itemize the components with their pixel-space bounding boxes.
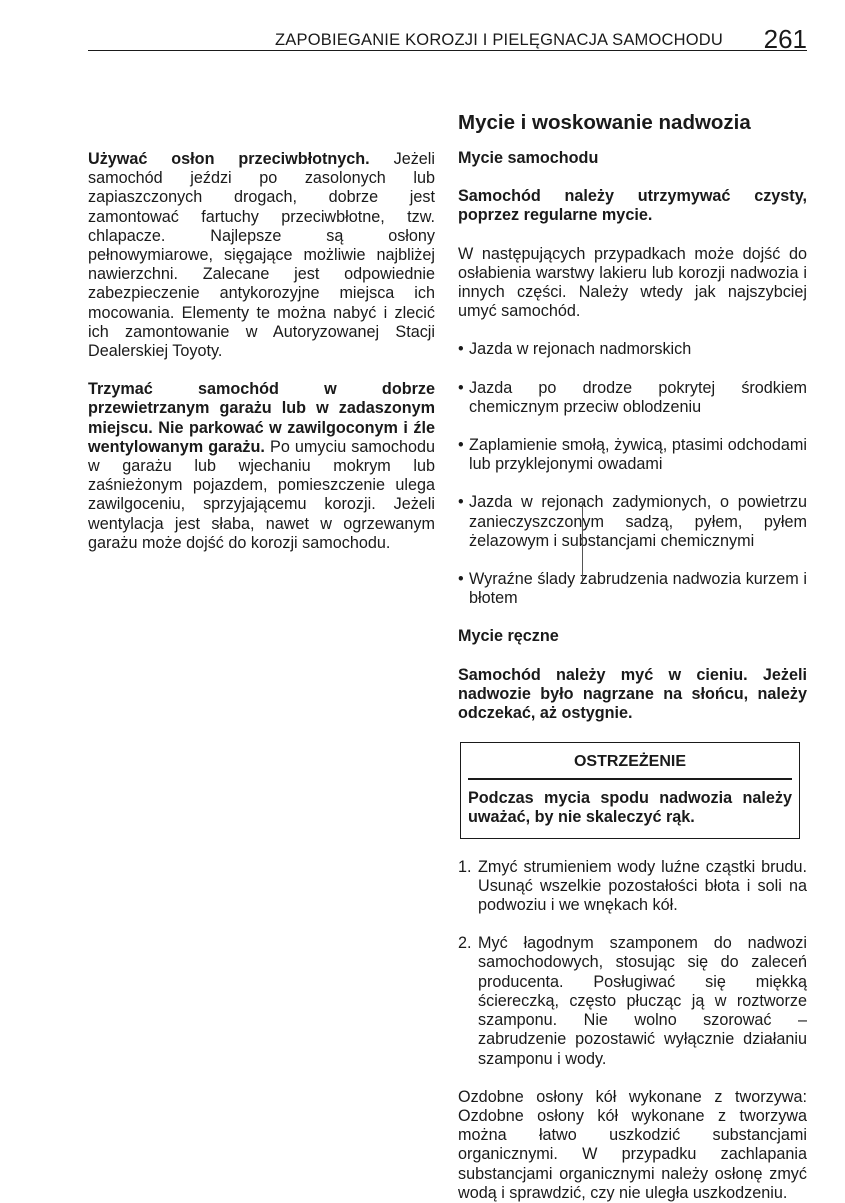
wheel-covers-paragraph: Ozdobne osłony kół wykonane z tworzywa: Ozdobne osłony kół wykonane z tworzywa można łatwo uszkodzić substancjami organicznymi. W przypadku zachlapania substancjami organicznymi należy osłonę zmyć wodą i sprawdzić, czy nie uległa uszkodzeniu. xyxy=(458,1087,807,1202)
running-header: ZAPOBIEGANIE KOROZJI I PIELĘGNACJA SAMOCHODU xyxy=(275,31,723,49)
warning-box xyxy=(460,742,800,838)
section-title: Mycie i woskowanie nadwozia xyxy=(458,111,751,134)
subheading-washing: Mycie samochodu xyxy=(458,149,599,167)
step-number: 2. xyxy=(458,934,472,953)
bullet-icon: • xyxy=(458,436,464,455)
step-text: Myć łagodnym szamponem do nadwozi samochodowych, stosując się do zaleceń producenta. Posługiwać się miękką ściereczką, często płucząc ją w roztworze szamponu. Nie wolno szorować – zabrudzenie pozostawić wyłącznie działaniu szamponu i wody. xyxy=(478,934,807,1068)
list-item: • Wyraźne ślady zabrudzenia nadwozia kurzem i błotem xyxy=(458,570,807,608)
bullet-icon: • xyxy=(458,493,464,512)
step-item xyxy=(458,858,807,916)
paragraph-garage xyxy=(88,380,435,553)
warning-text: Podczas mycia spodu nadwozia należy uważać, by nie skaleczyć rąk. xyxy=(468,789,792,827)
left-column xyxy=(88,150,435,553)
page-number: 261 xyxy=(763,24,807,54)
warning-title: OSTRZEŻENIE xyxy=(573,753,686,771)
header-rule xyxy=(88,50,807,51)
warning-divider xyxy=(468,778,792,780)
bullet-icon: • xyxy=(458,378,464,397)
list-item: • Zaplamienie smołą, żywicą, ptasimi odchodami lub przyklejonymi owadami xyxy=(458,436,807,474)
bullet-icon: • xyxy=(458,340,464,359)
list-item: • Jazda po drodze pokrytej środkiem chemicznym przeciw oblodzeniu xyxy=(458,378,807,416)
lead-wash-in-shade: Samochód należy myć w cieniu. Jeżeli nadwozie było nagrzane na słońcu, należy odczekać, aż ostygnie. xyxy=(458,665,807,723)
step-item xyxy=(458,934,807,1068)
paragraph-mudguards xyxy=(88,150,435,361)
lead-keep-clean: Samochód należy utrzymywać czysty, poprzez regularne mycie. xyxy=(458,187,807,225)
paragraph-lead: Trzymać samochód w dobrze przewietrzanym garażu lub w zadaszonym miejscu. Nie parkować w zawilgoconym i źle wentylowanym garażu. xyxy=(88,380,435,456)
right-column xyxy=(458,110,807,1203)
intro-paragraph: W następujących przypadkach może dojść do osłabienia warstwy lakieru lub korozji nadwozia i innych części. Należy wtedy jak najszybciej umyć samochód. xyxy=(458,244,807,321)
list-item: • Jazda w rejonach nadmorskich xyxy=(458,340,692,359)
step-text: Zmyć strumieniem wody luźne cząstki brudu. Usunąć wszelkie pozostałości błota i soli na podwoziu i we wnękach kół. xyxy=(478,857,807,915)
paragraph-lead: Używać osłon przeciwbłotnych. xyxy=(88,150,370,168)
subheading-hand-wash: Mycie ręczne xyxy=(458,627,559,646)
step-number: 1. xyxy=(458,857,472,876)
scan-artifact-line xyxy=(582,503,583,580)
paragraph-body: Jeżeli samochód jeździ po zasolonych lub zapiaszczonych drogach, dobrze jest zamontować fartuchy przeciwbłotne, tzw. chlapacze. Najlepsze są osłony pełnowymiarowe, sięgające możliwie najbliżej nawierzchni. Zalecane jest odpowiednie zabezpieczenie antykorozyjne miejsca ich mocowania. Elementy te można nabyć i zlecić ich zamontowanie w Autoryzowanej Stacji Dealerskiej Toyoty. xyxy=(88,150,435,361)
bullet-icon: • xyxy=(458,570,464,589)
paragraph-body: Po umyciu samochodu w garażu lub wjechaniu mokrym lub zaśnieżonym pojazdem, pomieszczenie ulega zawilgoceniu, sprzyjającemu korozji. Jeżeli wentylacja jest słaba, nawet w ogrzewanym garażu może dojść do korozji samochodu. xyxy=(88,437,435,552)
list-item: • Jazda w rejonach zadymionych, o powietrzu zanieczyszczonym sadzą, pyłem, pyłem żelazowym i substancjami chemicznymi xyxy=(458,493,807,550)
